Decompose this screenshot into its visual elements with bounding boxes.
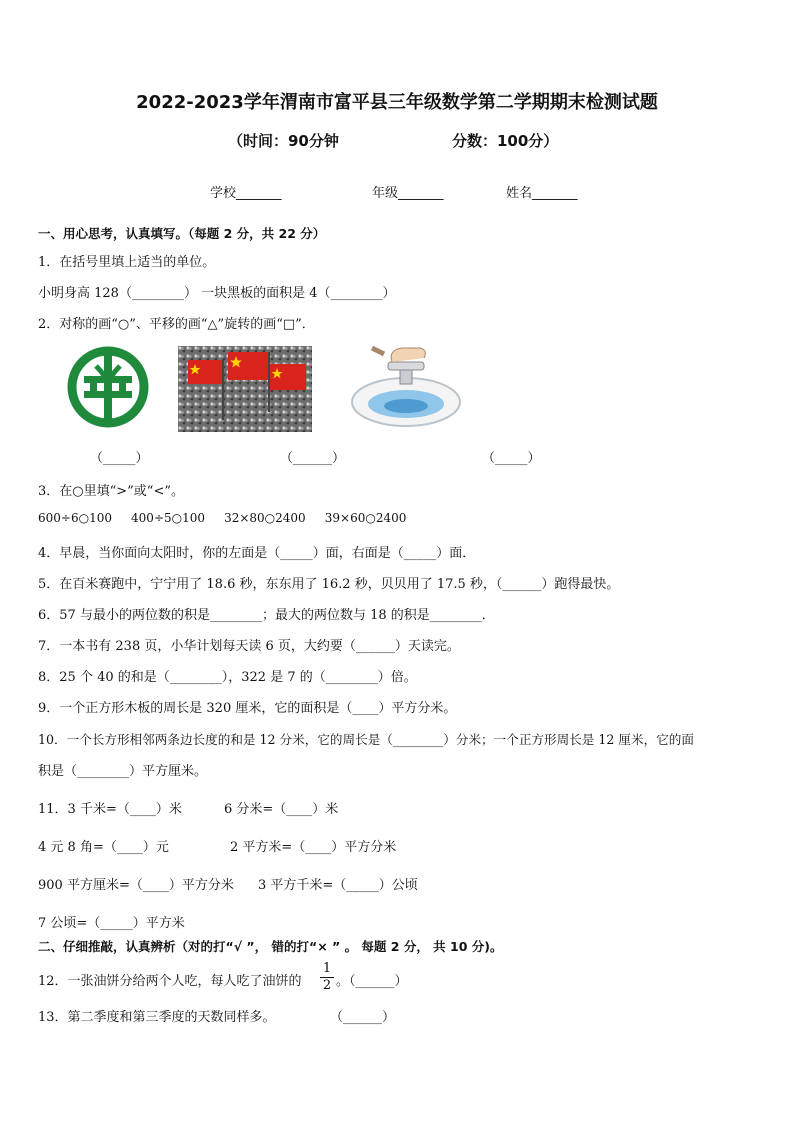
question-8: 8．25 个 40 的和是（________），322 是 7 的（________）倍。 (38, 670, 417, 685)
flag-crowd-image (178, 346, 312, 432)
question-6: 6．57 与最小的两位数的积是________；最大的两位数与 18 的积是________． (38, 608, 495, 623)
q2-blank-2[interactable]: （______） (280, 451, 346, 466)
question-1-line: 小明身高 128（________） 一块黑板的面积是 4（________） (38, 286, 396, 301)
question-11-b: 6 分米=（____）米 (224, 802, 339, 817)
page-title: 2022-2023学年渭南市富平县三年级数学第二学期期末检测试题 (136, 92, 658, 113)
question-3: 3．在○里填“>”或“<”。 (38, 484, 184, 499)
q2-blank-3[interactable]: （_____） (482, 451, 541, 466)
question-10-line-1: 10．一个长方形相邻两条边长度的和是 12 分米，它的周长是（________）分米；一个正方形周长是 12 厘米，它的面 (38, 732, 694, 747)
section-1-heading: 一、用心思考，认真填写。（每题 2 分，共 22 分） (38, 226, 326, 241)
question-10-line-2: 积是（________）平方厘米。 (38, 764, 208, 779)
grade-field: 年级_______ (372, 186, 444, 201)
question-11-f: 3 平方千米=（_____）公顷 (258, 878, 418, 893)
school-field: 学校_______ (210, 186, 282, 201)
question-13-blank[interactable]: （______） (330, 1010, 396, 1025)
question-3-items: 600÷6○100 400÷5○100 32×80○2400 39×60○2400 (38, 511, 407, 525)
question-9: 9．一个正方形木板的周长是 320 厘米，它的面积是（____）平方分米。 (38, 701, 457, 716)
question-1: 1．在括号里填上适当的单位。 (38, 255, 216, 270)
question-13: 13．第二季度和第三季度的天数同样多。 (38, 1010, 276, 1025)
name-field: 姓名_______ (506, 186, 578, 201)
q2-blank-1[interactable]: （_____） (90, 451, 149, 466)
exam-score: 分数：100分） (452, 132, 559, 150)
question-4: 4．早晨，当你面向太阳时，你的左面是（_____）面，右面是（_____）面． (38, 546, 476, 561)
question-5: 5．在百米赛跑中，宁宁用了 18.6 秒，东东用了 16.2 秒，贝贝用了 17.5 秒，（______）跑得最快。 (38, 577, 620, 592)
fraction-denominator: 2 (322, 978, 332, 993)
section-2-heading: 二、仔细推敲，认真辨析（对的打“√ ”， 错的打“× ” 。 每题 2 分， 共 10 分)。 (38, 939, 503, 954)
exam-time: （时间：90分钟 (228, 132, 339, 150)
question-11-a: 11．3 千米=（____）米 (38, 802, 182, 817)
faucet-sink-image (344, 344, 462, 432)
fraction-numerator: 1 (322, 961, 332, 976)
question-12: 12．一张油饼分给两个人吃，每人吃了油饼的 (38, 974, 302, 989)
bank-logo-image (62, 346, 154, 428)
question-11-c: 4 元 8 角=（____）元 (38, 840, 169, 855)
question-2: 2．对称的画“○”、平移的画“△”旋转的画“□”． (38, 317, 315, 332)
question-11-g: 7 公顷=（_____）平方米 (38, 916, 185, 931)
question-12-blank[interactable]: 。（______） (336, 974, 408, 989)
question-11-e: 900 平方厘米=（____）平方分米 (38, 878, 234, 893)
fraction-one-half (320, 962, 334, 993)
question-11-d: 2 平方米=（____）平方分米 (230, 840, 397, 855)
question-7: 7．一本书有 238 页，小华计划每天读 6 页，大约要（______）天读完。 (38, 639, 460, 654)
